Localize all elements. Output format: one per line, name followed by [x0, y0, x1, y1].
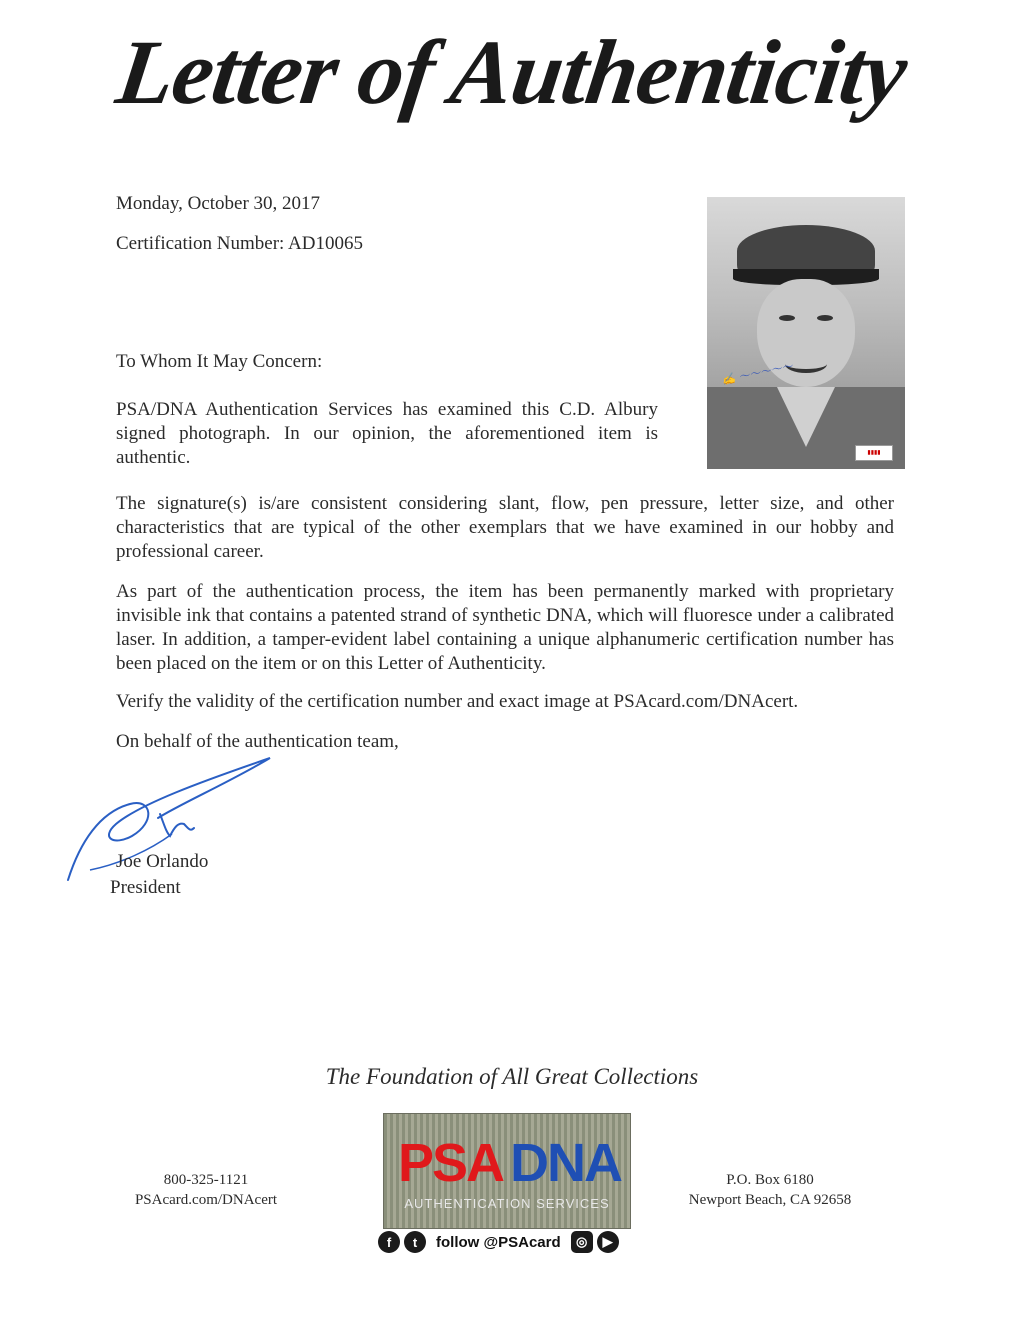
footer-contact-right [680, 1170, 860, 1210]
signed-photograph [707, 197, 905, 469]
cert-label: Certification Number: [116, 233, 285, 254]
logo-dna-text: DNA [510, 1133, 621, 1193]
footer-pobox: P.O. Box 6180 [726, 1172, 814, 1188]
social-follow [378, 1228, 638, 1256]
twitter-icon[interactable]: t [404, 1231, 426, 1253]
title-block [0, 22, 1024, 123]
signer-title: President [110, 877, 181, 898]
logo-subtitle: AUTHENTICATION SERVICES [404, 1196, 610, 1211]
cert-line [116, 232, 363, 256]
footer-city: Newport Beach, CA 92658 [688, 1192, 852, 1208]
footer-web: PSAcard.com/DNAcert [134, 1192, 278, 1208]
footer-tagline: The Foundation of All Great Collections [325, 1064, 699, 1089]
instagram-icon[interactable]: ◎ [571, 1231, 593, 1253]
page-title: Letter of Authenticity [111, 21, 913, 123]
paragraph-verify: Verify the validity of the certification number and exact image at PSAcard.com/DNAcert. [116, 691, 799, 712]
paragraph-exam: PSA/DNA Authentication Services has examined this C.D. Albury signed photograph. In our opinion, the aforementioned item is authentic. [116, 399, 658, 468]
cert-number: AD10065 [288, 233, 363, 254]
photo-eye [817, 315, 833, 321]
logo-psa-text: PSA [398, 1133, 504, 1193]
youtube-icon[interactable]: ▶ [597, 1231, 619, 1253]
psa-dna-logo [383, 1113, 631, 1229]
paragraph-signature: The signature(s) is/are consistent considering slant, flow, pen pressure, letter size, and other characteristics that are typical of the other exemplars that we have examined in our hobby and professional career. [116, 493, 894, 562]
letter-date: Monday, October 30, 2017 [116, 193, 321, 214]
photo-eye [779, 315, 795, 321]
paragraph-process: As part of the authentication process, the item has been permanently marked with proprietary invisible ink that contains a patented strand of synthetic DNA, which will fluoresce under a calibrated laser. In addition, a tamper-evident label containing a unique alphanumeric certification number has been placed on the item or on this Letter of Authenticity. [116, 581, 894, 674]
footer-contact-left [126, 1170, 286, 1210]
salutation: To Whom It May Concern: [116, 351, 323, 372]
signer-name: Joe Orlando [116, 851, 209, 872]
facebook-icon[interactable]: f [378, 1231, 400, 1253]
footer-phone: 800-325-1121 [163, 1172, 249, 1188]
photo-psa-label: ▮▮▮▮ [855, 445, 893, 461]
photo-autograph: ✍ ～～～～～ [720, 359, 794, 388]
follow-text: follow @PSAcard [436, 1233, 561, 1251]
closing: On behalf of the authentication team, [116, 731, 399, 752]
